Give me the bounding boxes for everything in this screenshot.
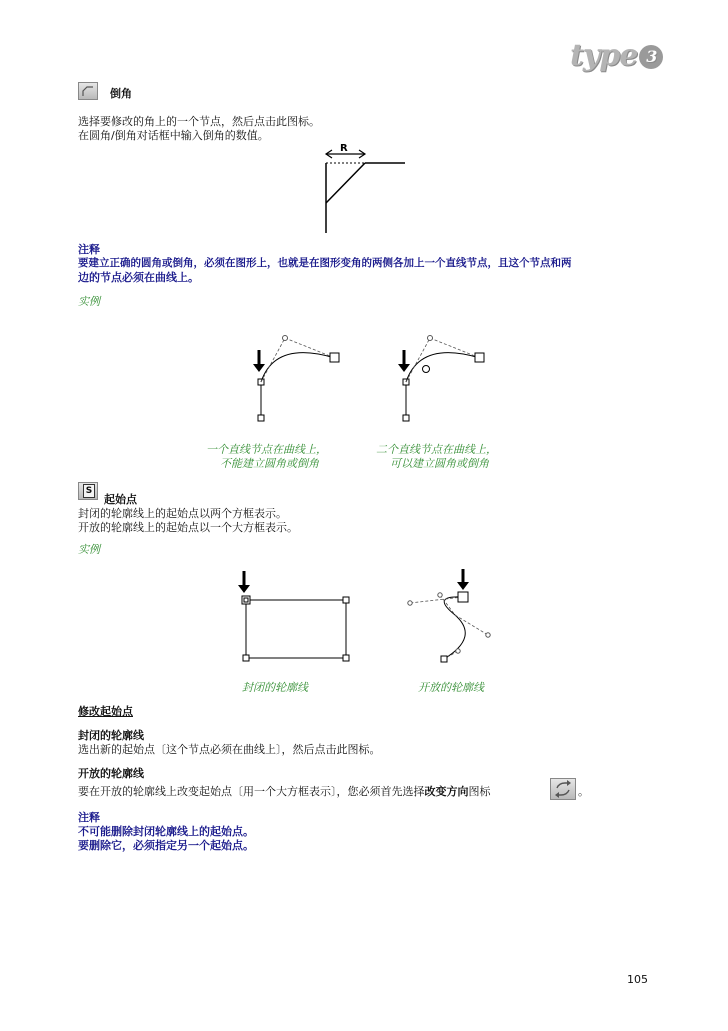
example2-caption-right: 开放的轮廓线 [418, 681, 484, 694]
modify-start-title: 修改起始点 [78, 705, 133, 718]
open-contour-heading: 开放的轮廓线 [78, 767, 144, 780]
start-point-line1: 封闭的轮廓线上的起始点以两个方框表示。 [78, 507, 287, 520]
open-text-after: 图标 [468, 785, 491, 798]
chamfer-diagram [310, 138, 420, 238]
chamfer-instruction-2: 在圆角/倒角对话框中输入倒角的数值。 [78, 129, 269, 142]
closed-contour-diagram [232, 565, 362, 670]
start-point-line2: 开放的轮廓线上的起始点以一个大方框表示。 [78, 521, 298, 534]
logo-badge: 3 [639, 45, 663, 69]
change-direction-term: 改变方向 [424, 785, 469, 798]
example1-caption-right-2: 可以建立圆角或倒角 [390, 457, 489, 470]
example1-caption-left-2: 不能建立圆角或倒角 [220, 457, 319, 470]
closed-contour-heading: 封闭的轮廓线 [78, 729, 144, 742]
logo-text: type [570, 38, 638, 73]
chamfer-icon[interactable] [78, 82, 98, 100]
closed-contour-text: 选出新的起始点〔这个节点必须在曲线上〕，然后点击此图标。 [78, 743, 381, 756]
example1-left-diagram [240, 330, 350, 430]
radius-label: R [340, 143, 348, 154]
page-number: 105 [627, 973, 648, 986]
note1-line1: 要建立正确的圆角或倒角，必须在图形上，也就是在图形变角的两侧各加上一个直线节点，且这个节点和两 [78, 257, 572, 269]
open-contour-text [78, 784, 491, 799]
note2-line1: 不可能删除封闭轮廓线上的起始点。 [78, 825, 254, 838]
chamfer-title: 倒角 [110, 87, 132, 100]
example1-caption-left-1: 一个直线节点在曲线上， [206, 443, 327, 456]
open-contour-diagram [400, 565, 510, 670]
start-point-title: 起始点 [104, 493, 137, 506]
example1-caption-right-1: 二个直线节点在曲线上， [376, 443, 497, 456]
note2-line2: 要删除它，必须指定另一个起始点。 [78, 839, 254, 852]
start-point-glyph: S [83, 484, 95, 498]
example2-title: 实例 [78, 543, 100, 556]
change-direction-icon[interactable] [550, 778, 576, 800]
example1-right-diagram [385, 330, 495, 430]
chamfer-instruction-1: 选择要修改的角上的一个节点，然后点击此图标。 [78, 115, 320, 128]
note1-title: 注释 [78, 243, 100, 256]
note1-line2: 边的节点必须在曲线上。 [78, 271, 199, 284]
start-point-icon[interactable] [78, 482, 98, 500]
open-text-before: 要在开放的轮廓线上改变起始点〔用一个大方框表示〕，您必须首先选择 [78, 785, 425, 798]
open-text-end: 。 [578, 785, 589, 798]
type3-logo [570, 38, 663, 73]
note2-title: 注释 [78, 811, 100, 824]
example1-title: 实例 [78, 295, 100, 308]
example2-caption-left: 封闭的轮廓线 [242, 681, 308, 694]
